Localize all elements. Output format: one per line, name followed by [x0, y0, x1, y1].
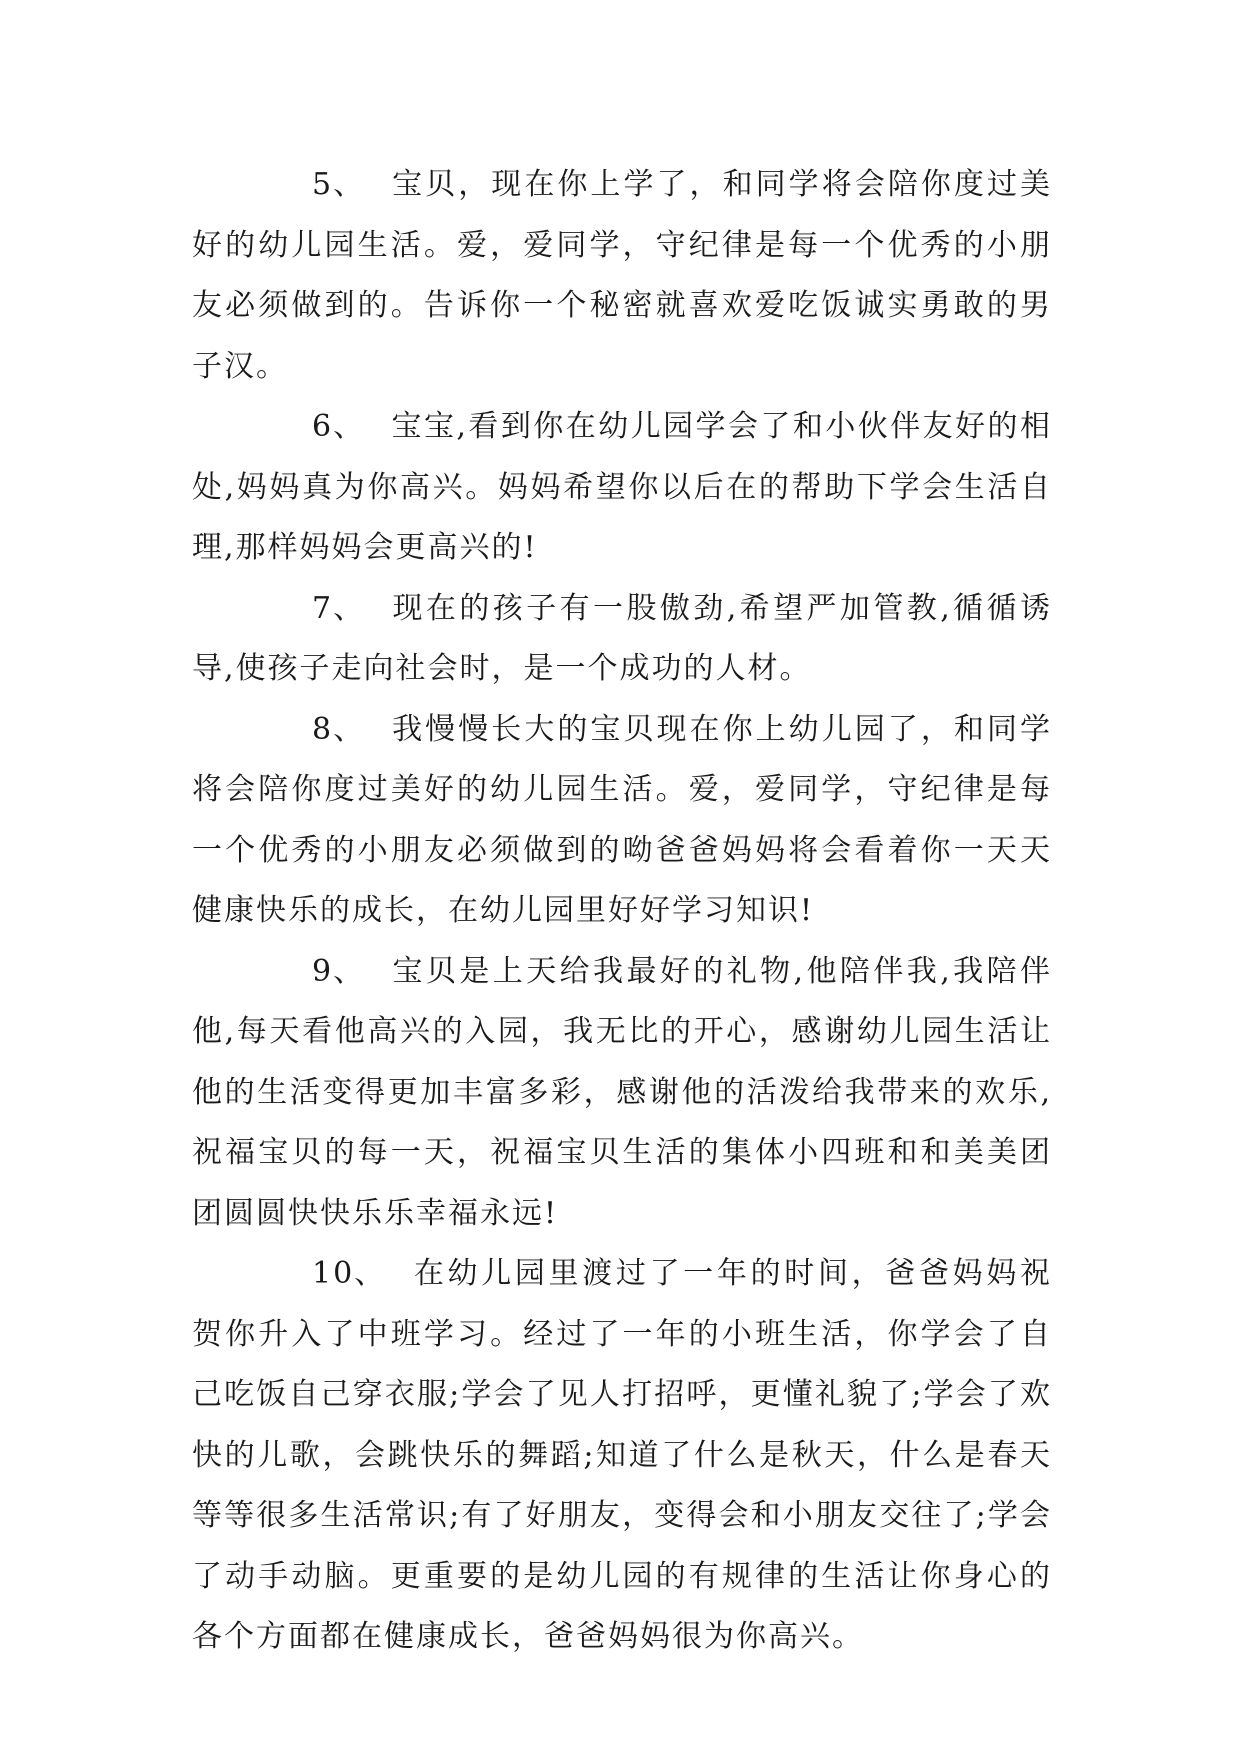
paragraph-5	[192, 155, 1052, 397]
paragraph-number: 6、	[312, 409, 366, 444]
paragraph-6	[192, 397, 1052, 579]
paragraph-text: 宝宝,看到你在幼儿园学会了和小伙伴友好的相处,妈妈真为你高兴。妈妈希望你以后在的帮助下学会生活自理,那样妈妈会更高兴的!	[192, 409, 1052, 565]
paragraph-number: 8、	[312, 711, 366, 747]
document-body	[192, 155, 1052, 1668]
paragraph-text: 现在的孩子有一股傲劲,希望严加管教,循循诱导,使孩子走向社会时，是一个成功的人材。	[192, 590, 1052, 686]
paragraph-text: 我慢慢长大的宝贝现在你上幼儿园了，和同学将会陪你度过美好的幼儿园生活。爱，爱同学，守纪律是每一个优秀的小朋友必须做到的呦爸爸妈妈将会看着你一天天健康快乐的成长，在幼儿园里好好学习知识!	[192, 711, 1052, 928]
paragraph-text: 宝贝，现在你上学了，和同学将会陪你度过美好的幼儿园生活。爱，爱同学，守纪律是每一个优秀的小朋友必须做到的。告诉你一个秘密就喜欢爱吃饭诚实勇敢的男子汉。	[192, 167, 1052, 384]
paragraph-number: 10、	[312, 1256, 387, 1291]
paragraph-number: 5、	[312, 167, 366, 202]
paragraph-number: 9、	[312, 953, 366, 989]
paragraph-7	[192, 579, 1052, 700]
paragraph-number: 7、	[312, 590, 366, 626]
paragraph-9	[192, 942, 1052, 1245]
paragraph-text: 宝贝是上天给我最好的礼物,他陪伴我,我陪伴他,每天看他高兴的入园，我无比的开心，感谢幼儿园生活让他的生活变得更加丰富多彩，感谢他的活泼给我带来的欢乐,祝福宝贝的每一天，祝福宝贝生活的集体小四班和和美美团团圆圆快快乐乐幸福永远!	[192, 953, 1052, 1231]
paragraph-10	[192, 1244, 1052, 1668]
paragraph-text: 在幼儿园里渡过了一年的时间，爸爸妈妈祝贺你升入了中班学习。经过了一年的小班生活，你学会了自己吃饭自己穿衣服;学会了见人打招呼，更懂礼貌了;学会了欢快的儿歌，会跳快乐的舞蹈;知道了什么是秋天，什么是春天等等很多生活常识;有了好朋友，变得会和小朋友交往了;学会了动手动脑。更重要的是幼儿园的有规律的生活让你身心的各个方面都在健康成长，爸爸妈妈很为你高兴。	[192, 1256, 1052, 1654]
paragraph-8	[192, 700, 1052, 942]
